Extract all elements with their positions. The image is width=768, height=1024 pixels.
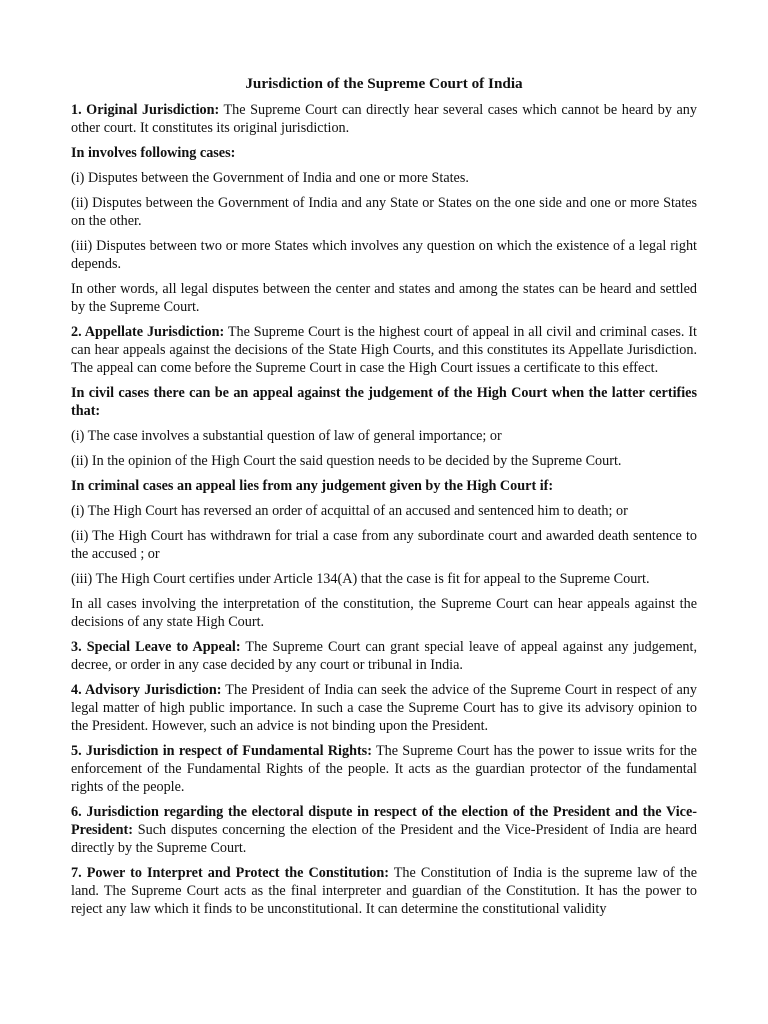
paragraph-lead: 3. Special Leave to Appeal: bbox=[71, 639, 241, 655]
paragraph-criminal-cases-heading bbox=[71, 477, 697, 495]
paragraph-lead: 2. Appellate Jurisdiction: bbox=[71, 324, 225, 340]
list-item bbox=[71, 527, 697, 563]
list-item bbox=[71, 194, 697, 230]
paragraph-text: (i) The case involves a substantial question of law of general importance; or bbox=[71, 428, 502, 444]
paragraph-text: (ii) Disputes between the Government of India and any State or States on the one side and one or more States on the other. bbox=[71, 195, 697, 229]
paragraph-interpretation-appeals bbox=[71, 595, 697, 631]
paragraph-advisory-jurisdiction bbox=[71, 681, 697, 735]
paragraph-civil-cases-heading bbox=[71, 384, 697, 420]
paragraph-lead: 5. Jurisdiction in respect of Fundamental Rights: bbox=[71, 743, 372, 759]
paragraph-lead: 6. Jurisdiction regarding the electoral dispute in respect of the election of the President and the Vice-President: bbox=[71, 804, 697, 838]
list-item bbox=[71, 237, 697, 273]
list-item bbox=[71, 570, 697, 588]
list-item bbox=[71, 169, 697, 187]
paragraph-summary bbox=[71, 280, 697, 316]
paragraph-text: (ii) The High Court has withdrawn for trial a case from any subordinate court and awarded death sentence to the accused ; or bbox=[71, 528, 697, 562]
paragraph-text: The Supreme Court can grant special leave of appeal against any judgement, decree, or order in any case decided by any court or tribunal in India. bbox=[71, 639, 697, 673]
paragraph-lead: 7. Power to Interpret and Protect the Constitution: bbox=[71, 865, 389, 881]
paragraph-text: In other words, all legal disputes between the center and states and among the states can be heard and settled by the Supreme Court. bbox=[71, 281, 697, 315]
paragraph-text: The President of India can seek the advice of the Supreme Court in respect of any legal matter of high public importance. In such a case the Supreme Court has to give its advisory opinion to the President. However, such an advice is not binding upon the President. bbox=[71, 682, 697, 734]
paragraph-lead: In civil cases there can be an appeal against the judgement of the High Court when the latter certifies that: bbox=[71, 385, 697, 419]
paragraph-text: (ii) In the opinion of the High Court the said question needs to be decided by the Supreme Court. bbox=[71, 453, 622, 469]
paragraph-lead: In involves following cases: bbox=[71, 145, 236, 161]
paragraph-text: (i) The High Court has reversed an order of acquittal of an accused and sentenced him to death; or bbox=[71, 503, 628, 519]
paragraph-lead: In criminal cases an appeal lies from any judgement given by the High Court if: bbox=[71, 478, 554, 494]
list-item bbox=[71, 452, 697, 470]
paragraph-fundamental-rights bbox=[71, 742, 697, 796]
document-page bbox=[71, 74, 697, 925]
list-item bbox=[71, 427, 697, 445]
paragraph-text: The Supreme Court can directly hear several cases which cannot be heard by any other court. It constitutes its original jurisdiction. bbox=[71, 102, 697, 136]
paragraph-text: Such disputes concerning the election of the President and the Vice-President of India are heard directly by the Supreme Court. bbox=[71, 822, 697, 856]
paragraph-lead: 1. Original Jurisdiction: bbox=[71, 102, 220, 118]
paragraph-appellate-jurisdiction bbox=[71, 323, 697, 377]
paragraph-text: The Supreme Court has the power to issue writs for the enforcement of the Fundamental Rights of the people. It acts as the guardian protector of the fundamental rights of the people. bbox=[71, 743, 697, 795]
paragraph-lead: 4. Advisory Jurisdiction: bbox=[71, 682, 222, 698]
document-title: Jurisdiction of the Supreme Court of India bbox=[245, 75, 523, 92]
paragraph-text: The Constitution of India is the supreme law of the land. The Supreme Court acts as the final interpreter and guardian of the Constitution. It has the power to reject any law which it finds to be unconstitutional. It can determine the constitutional validity bbox=[71, 865, 697, 917]
paragraph-cases-heading bbox=[71, 144, 697, 162]
paragraph-text: (iii) Disputes between two or more States which involves any question on which the existence of a legal right depends. bbox=[71, 238, 697, 272]
paragraph-text: (iii) The High Court certifies under Article 134(A) that the case is fit for appeal to the Supreme Court. bbox=[71, 571, 650, 587]
paragraph-original-jurisdiction bbox=[71, 101, 697, 137]
paragraph-special-leave bbox=[71, 638, 697, 674]
paragraph-text: In all cases involving the interpretation of the constitution, the Supreme Court can hear appeals against the decisions of any state High Court. bbox=[71, 596, 697, 630]
paragraph-interpret-constitution bbox=[71, 864, 697, 918]
paragraph-text: The Supreme Court is the highest court of appeal in all civil and criminal cases. It can hear appeals against the decisions of the State High Courts, and this constitutes its Appellate Jurisdiction. The appeal can come before the Supreme Court in case the High Court issues a certificate to this effect. bbox=[71, 324, 697, 376]
paragraph-text: (i) Disputes between the Government of India and one or more States. bbox=[71, 170, 469, 186]
paragraph-electoral-dispute bbox=[71, 803, 697, 857]
list-item bbox=[71, 502, 697, 520]
